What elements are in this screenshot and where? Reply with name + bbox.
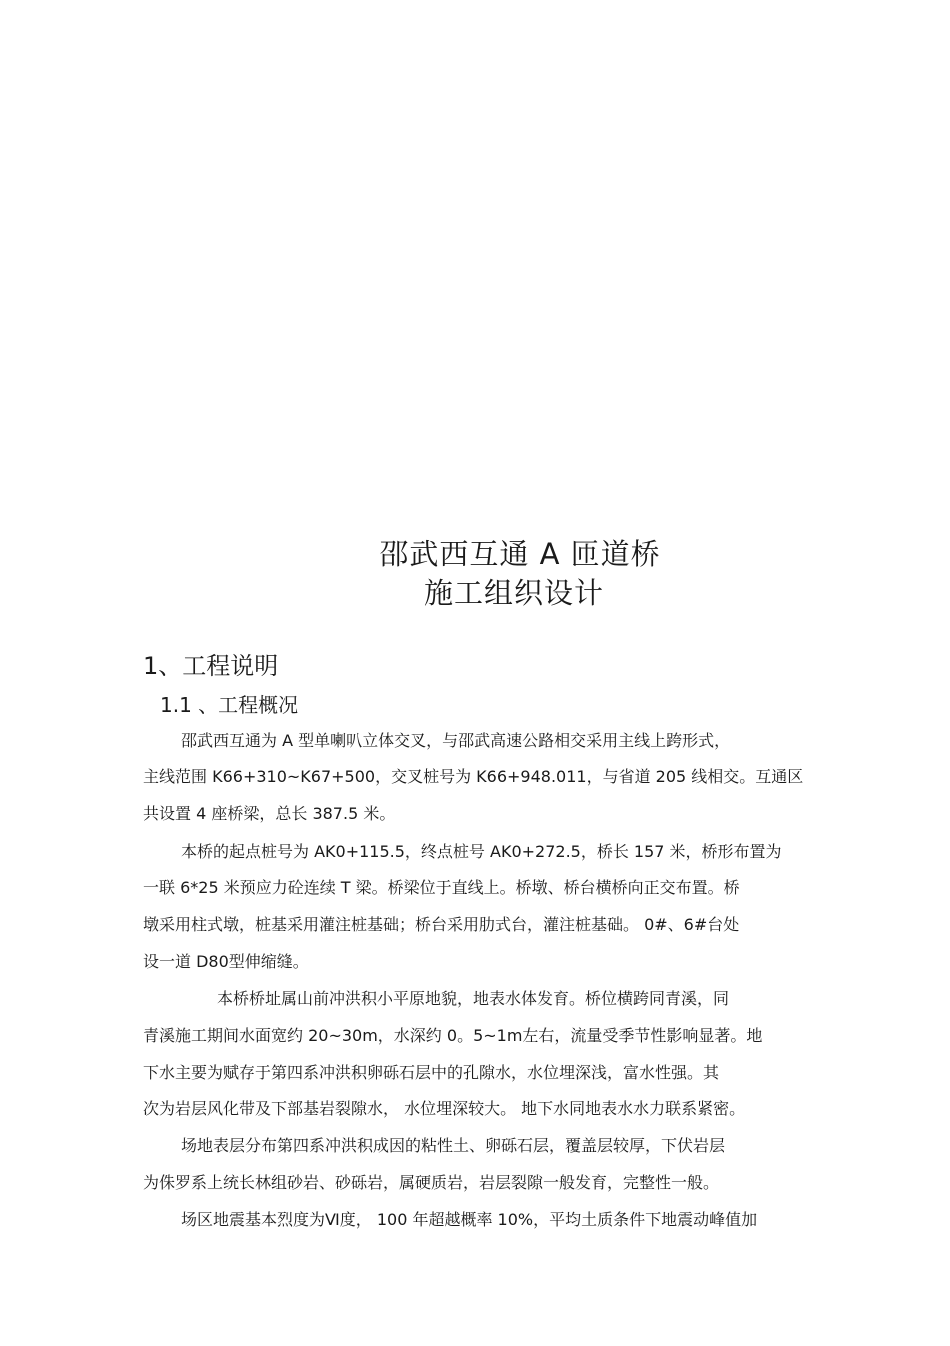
text-line: 青溪施工期间水面宽约 20~30m，水深约 0。5~1m左右，流量受季节性影响显著。地 bbox=[143, 1026, 763, 1045]
text-line: 设一道 D80型伸缩缝。 bbox=[143, 952, 309, 971]
text-line: 主线范围 K66+310~K67+500，交叉桩号为 K66+948.011，与省道 205 线相交。互通区 bbox=[143, 767, 804, 786]
text-line: 下水主要为赋存于第四系冲洪积卵砾石层中的孔隙水，水位埋深浅，富水性强。其 bbox=[143, 1063, 720, 1082]
document-title-line-1: 邵武西互通 A 匝道桥 bbox=[379, 537, 661, 571]
text-line: 为侏罗系上统长林组砂岩、砂砾岩，属硬质岩，岩层裂隙一般发育，完整性一般。 bbox=[143, 1173, 720, 1192]
text-line: 场地表层分布第四系冲洪积成因的粘性土、卵砾石层，覆盖层较厚，下伏岩层 bbox=[181, 1136, 726, 1155]
text-line: 一联 6*25 米预应力砼连续 T 梁。桥梁位于直线上。桥墩、桥台横桥向正交布置。桥 bbox=[143, 878, 740, 897]
text-line: 次为岩层风化带及下部基岩裂隙水， 水位埋深较大。 地下水同地表水水力联系紧密。 bbox=[143, 1099, 746, 1118]
subsection-heading: 1.1 、工程概况 bbox=[160, 693, 299, 717]
document-title-line-2: 施工组织设计 bbox=[423, 576, 604, 610]
section-heading: 1、工程说明 bbox=[143, 652, 279, 680]
text-line: 本桥的起点桩号为 AK0+115.5，终点桩号 AK0+272.5，桥长 157 米，桥形布置为 bbox=[181, 842, 782, 861]
text-line: 本桥桥址属山前冲洪积小平原地貌，地表水体发育。桥位横跨同青溪，同 bbox=[217, 989, 730, 1008]
text-line: 墩采用柱式墩，桩基采用灌注桩基础；桥台采用肋式台，灌注桩基础。 0#、6#台处 bbox=[143, 915, 740, 934]
text-line: 场区地震基本烈度为Ⅵ度， 100 年超越概率 10%，平均土质条件下地震动峰值加 bbox=[181, 1210, 758, 1229]
text-line: 共设置 4 座桥梁，总长 387.5 米。 bbox=[143, 804, 396, 823]
text-line: 邵武西互通为 A 型单喇叭立体交叉，与邵武高速公路相交采用主线上跨形式， bbox=[181, 731, 731, 750]
